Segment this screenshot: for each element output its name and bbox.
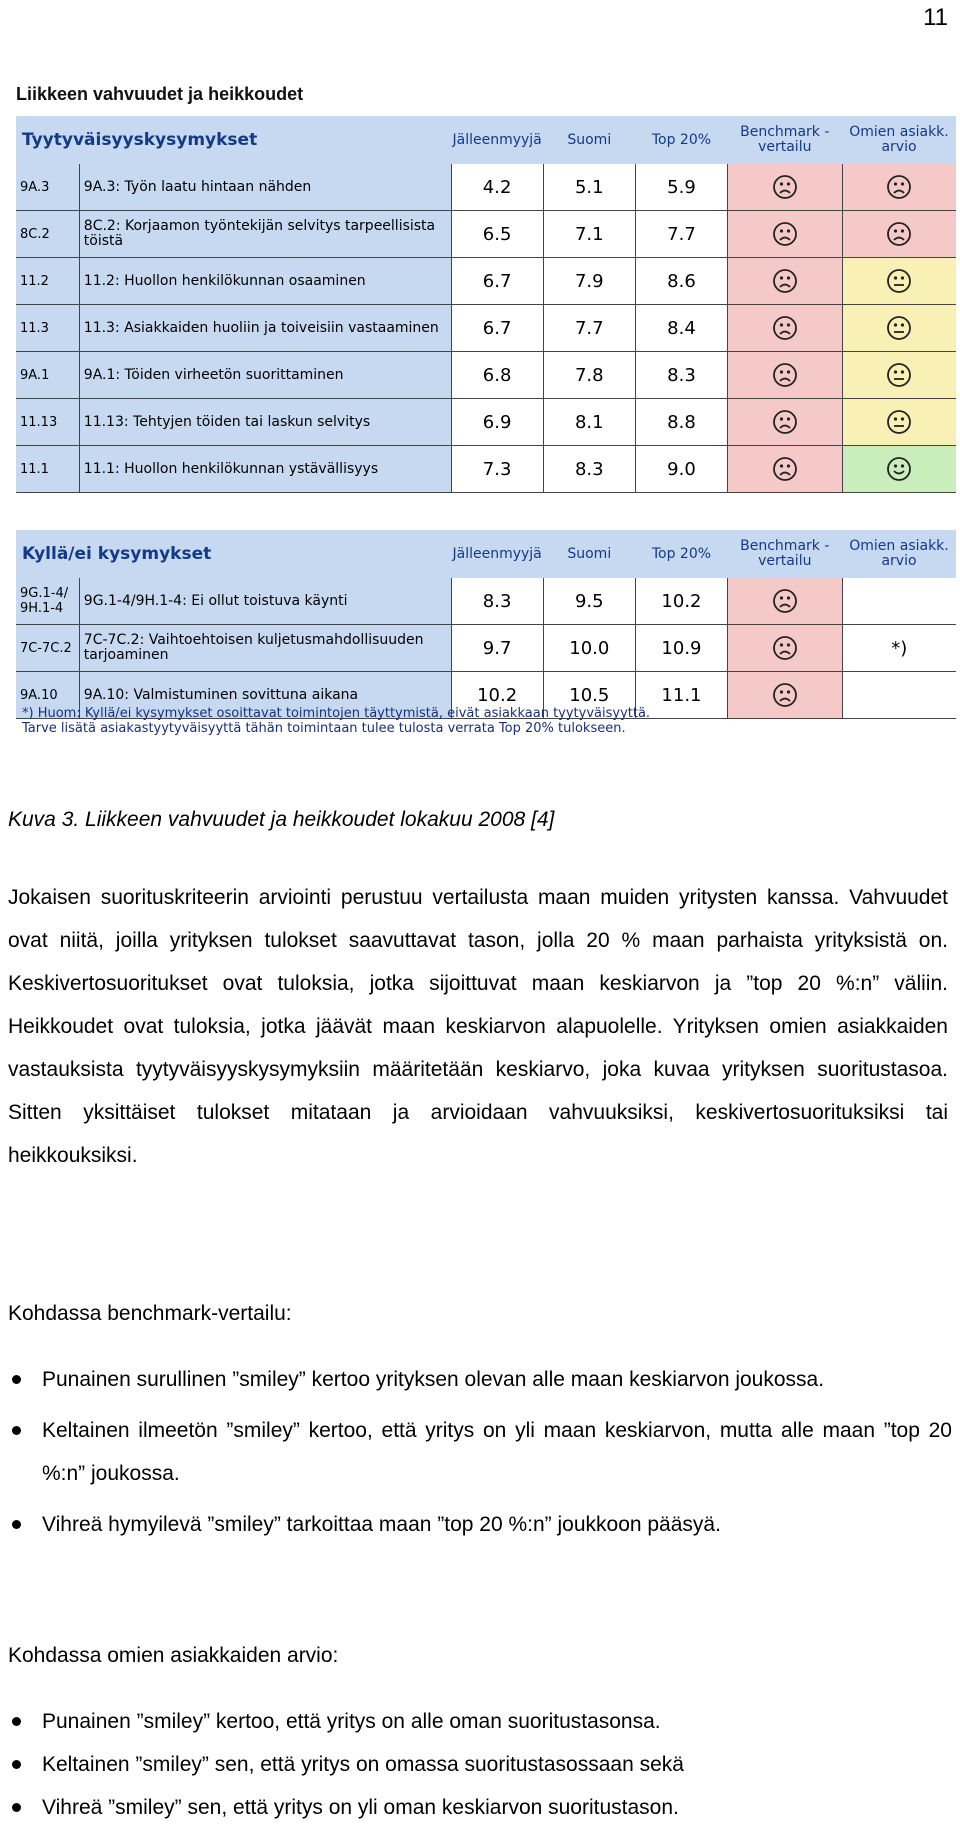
row-reseller-score: 10.2 (451, 672, 543, 719)
satisfaction-header-row (16, 116, 956, 164)
satisfaction-table (16, 116, 956, 493)
benchmark-cell (728, 672, 842, 719)
yes-no-heading: Kyllä/ei kysymykset (16, 530, 451, 578)
row-code: 9A.3 (16, 164, 79, 211)
row-finland-score: 7.8 (543, 352, 635, 399)
page-number: 11 (923, 4, 948, 31)
col-own-rating: Omien asiakk. arvio (842, 530, 956, 578)
footnote-marker: *) (891, 637, 908, 659)
neutral-smiley-icon (886, 315, 912, 341)
table-row (16, 399, 956, 446)
benchmark-cell (728, 399, 842, 446)
col-reseller: Jälleenmyyjä (451, 116, 543, 164)
sad-smiley-icon (772, 174, 798, 200)
row-code: 9A.1 (16, 352, 79, 399)
row-question: 9A.1: Töiden virheetön suorittaminen (79, 352, 451, 399)
row-question: 11.2: Huollon henkilökunnan osaaminen (79, 258, 451, 305)
row-top20-score: 10.2 (635, 578, 727, 625)
row-finland-score: 7.1 (543, 211, 635, 258)
row-top20-score: 8.8 (635, 399, 727, 446)
own-rating-cell (842, 399, 956, 446)
figure-title: Liikkeen vahvuudet ja heikkoudet (16, 84, 304, 104)
table-row (16, 164, 956, 211)
yes-no-table (16, 530, 956, 719)
neutral-smiley-icon (886, 409, 912, 435)
own-rating-cell (842, 672, 956, 719)
col-own-rating: Omien asiakk. arvio (842, 116, 956, 164)
benchmark-cell (728, 211, 842, 258)
sad-smiley-icon (772, 409, 798, 435)
row-question: 8C.2: Korjaamon työntekijän selvitys tarpeellisista töistä (79, 211, 451, 258)
row-code: 8C.2 (16, 211, 79, 258)
table-row (16, 211, 956, 258)
row-question: 11.3: Asiakkaiden huoliin ja toiveisiin vastaaminen (79, 305, 451, 352)
row-reseller-score: 6.9 (451, 399, 543, 446)
sad-smiley-icon (772, 635, 798, 661)
sad-smiley-icon (886, 174, 912, 200)
list-item: Vihreä hymyilevä ”smiley” tarkoittaa maan ”top 20 %:n” joukkoon pääsyä. (8, 1503, 952, 1546)
table-row (16, 258, 956, 305)
row-question: 7C-7C.2: Vaihtoehtoisen kuljetusmahdollisuuden tarjoaminen (79, 625, 451, 672)
satisfaction-heading: Tyytyväisyyskysymykset (16, 116, 451, 164)
col-top: Top 20% (635, 116, 727, 164)
yes-no-header-row (16, 530, 956, 578)
col-top: Top 20% (635, 530, 727, 578)
list-item: Keltainen ”smiley” sen, että yritys on omassa suoritustasossaan sekä (8, 1743, 952, 1786)
row-top20-score: 8.3 (635, 352, 727, 399)
figure-caption: Kuva 3. Liikkeen vahvuudet ja heikkoudet lokakuu 2008 [4] (8, 808, 555, 831)
sad-smiley-icon (772, 268, 798, 294)
row-code: 9A.10 (16, 672, 79, 719)
neutral-smiley-icon (886, 362, 912, 388)
body-paragraph: Jokaisen suorituskriteerin arviointi perustuu vertailusta maan muiden yritysten kanssa. Vahvuudet ovat niitä, joilla yrityksen tulokset saavuttavat tason, jolla 20 % maan parhaista yrityksistä on. Keskivertosuoritukset ovat tuloksia, jotka sijoittuvat maan keskiarvon ja ”top 20 %:n” väliin. Heikkoudet ovat tuloksia, jotka jäävät maan keskiarvon alapuolelle. Yrityksen omien asiakkaiden vastauksista tyytyväisyyskysymyksiin määritetään keskiarvo, joka kuvaa yrityksen suoritustasoa. Sitten yksittäiset tulokset mitataan ja arvioidaan vahvuuksiksi, keskivertosuorituksiksi tai heikkouksiksi. (8, 886, 948, 1167)
table-row (16, 625, 956, 672)
row-code: 7C-7C.2 (16, 625, 79, 672)
col-benchmark: Benchmark - vertailu (728, 530, 842, 578)
row-code: 9G.1-4/ 9H.1-4 (16, 578, 79, 625)
row-code: 11.1 (16, 446, 79, 493)
row-finland-score: 7.7 (543, 305, 635, 352)
benchmark-cell (728, 446, 842, 493)
own-rating-cell (842, 305, 956, 352)
row-top20-score: 11.1 (635, 672, 727, 719)
row-code: 11.2 (16, 258, 79, 305)
benchmark-cell (728, 625, 842, 672)
table-row (16, 578, 956, 625)
benchmark-bullet-list (8, 1358, 952, 1546)
own-rating-cell (842, 625, 956, 672)
row-question: 11.1: Huollon henkilökunnan ystävällisyys (79, 446, 451, 493)
row-top20-score: 8.4 (635, 305, 727, 352)
own-rating-cell (842, 164, 956, 211)
row-question: 11.13: Tehtyjen töiden tai laskun selvitys (79, 399, 451, 446)
benchmark-cell (728, 305, 842, 352)
row-reseller-score: 9.7 (451, 625, 543, 672)
row-question: 9A.10: Valmistuminen sovittuna aikana (79, 672, 451, 719)
row-code: 11.3 (16, 305, 79, 352)
row-question: 9G.1-4/9H.1-4: Ei ollut toistuva käynti (79, 578, 451, 625)
row-top20-score: 10.9 (635, 625, 727, 672)
own-rating-cell (842, 211, 956, 258)
col-finland: Suomi (543, 530, 635, 578)
sad-smiley-icon (772, 682, 798, 708)
sad-smiley-icon (772, 456, 798, 482)
row-code: 11.13 (16, 399, 79, 446)
row-top20-score: 5.9 (635, 164, 727, 211)
row-reseller-score: 8.3 (451, 578, 543, 625)
table-row (16, 352, 956, 399)
row-reseller-score: 6.8 (451, 352, 543, 399)
sad-smiley-icon (772, 221, 798, 247)
sad-smiley-icon (772, 588, 798, 614)
sad-smiley-icon (886, 221, 912, 247)
benchmark-heading: Kohdassa benchmark-vertailu: (8, 1302, 292, 1325)
row-reseller-score: 6.7 (451, 305, 543, 352)
benchmark-cell (728, 164, 842, 211)
row-finland-score: 5.1 (543, 164, 635, 211)
row-finland-score: 9.5 (543, 578, 635, 625)
row-finland-score: 7.9 (543, 258, 635, 305)
table-row (16, 446, 956, 493)
benchmark-cell (728, 578, 842, 625)
own-rating-cell (842, 578, 956, 625)
sad-smiley-icon (772, 315, 798, 341)
list-item: Punainen ”smiley” kertoo, että yritys on alle oman suoritustasonsa. (8, 1700, 952, 1743)
row-top20-score: 8.6 (635, 258, 727, 305)
own-bullet-list (8, 1700, 952, 1829)
own-rating-cell (842, 352, 956, 399)
row-reseller-score: 6.5 (451, 211, 543, 258)
sad-smiley-icon (772, 362, 798, 388)
footnote-line-1: *) Huom: Kyllä/ei kysymykset osoittavat toimintojen täyttymistä, eivät asiakkaan tyytyväisyyttä. (22, 706, 651, 721)
strengths-weaknesses-figure (10, 78, 950, 746)
figure-footnote (22, 706, 650, 736)
own-heading: Kohdassa omien asiakkaiden arvio: (8, 1644, 339, 1667)
own-rating-cell (842, 446, 956, 493)
benchmark-cell (728, 258, 842, 305)
row-finland-score: 10.0 (543, 625, 635, 672)
row-finland-score: 8.1 (543, 399, 635, 446)
footnote-line-2: Tarve lisätä asiakastyytyväisyyttä tähän toimintaan tulee tulosta verrata Top 20% tulokseen. (22, 721, 626, 736)
col-finland: Suomi (543, 116, 635, 164)
row-top20-score: 9.0 (635, 446, 727, 493)
row-question: 9A.3: Työn laatu hintaan nähden (79, 164, 451, 211)
col-reseller: Jälleenmyyjä (451, 530, 543, 578)
benchmark-cell (728, 352, 842, 399)
list-item: Keltainen ilmeetön ”smiley” kertoo, että yritys on yli maan keskiarvon, mutta alle maan ”top 20 %:n” joukossa. (8, 1409, 952, 1495)
col-benchmark: Benchmark - vertailu (728, 116, 842, 164)
list-item: Punainen surullinen ”smiley” kertoo yrityksen olevan alle maan keskiarvon joukossa. (8, 1358, 952, 1401)
row-reseller-score: 6.7 (451, 258, 543, 305)
row-reseller-score: 7.3 (451, 446, 543, 493)
row-reseller-score: 4.2 (451, 164, 543, 211)
table-row (16, 305, 956, 352)
row-top20-score: 7.7 (635, 211, 727, 258)
row-finland-score: 10.5 (543, 672, 635, 719)
happy-smiley-icon (886, 456, 912, 482)
neutral-smiley-icon (886, 268, 912, 294)
own-rating-cell (842, 258, 956, 305)
list-item: Vihreä ”smiley” sen, että yritys on yli oman keskiarvon suoritustason. (8, 1786, 952, 1829)
row-finland-score: 8.3 (543, 446, 635, 493)
